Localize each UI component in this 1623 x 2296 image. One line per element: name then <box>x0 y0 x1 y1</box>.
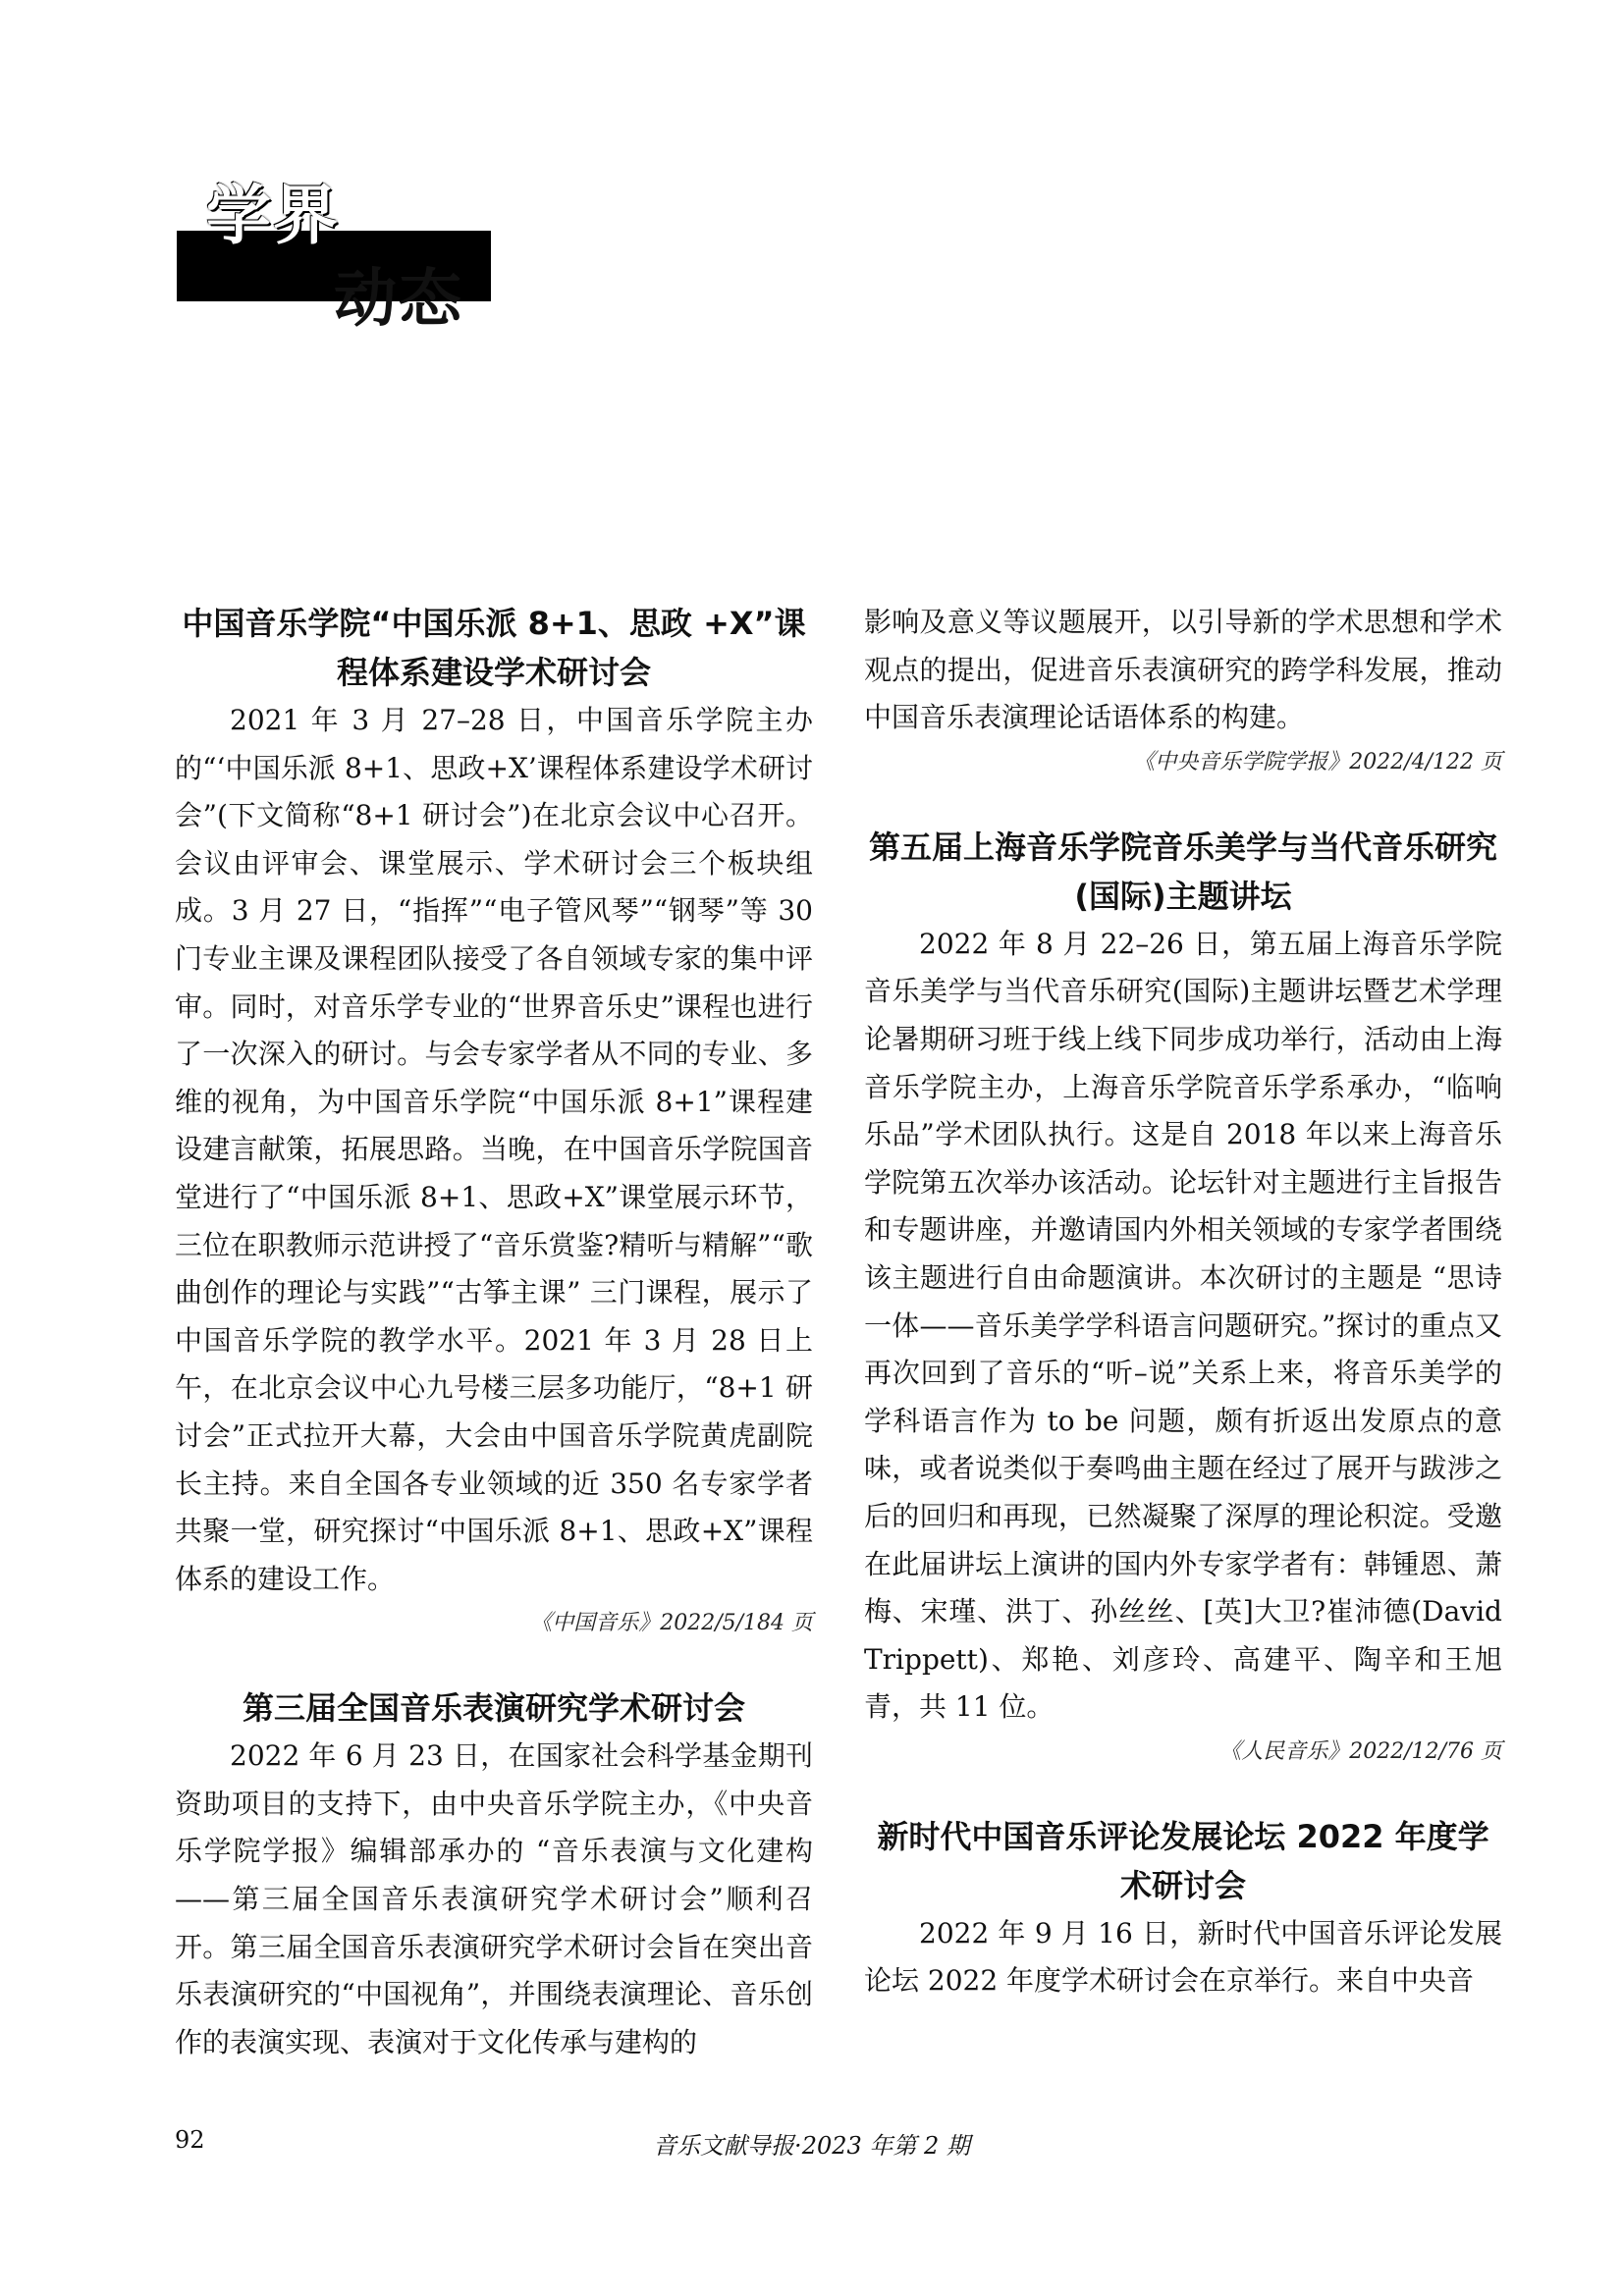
page-number: 92 <box>175 2126 205 2154</box>
left-column <box>175 599 813 2066</box>
section-title-line2: 动态 <box>334 263 463 336</box>
article-source: 《中央音乐学院学报》2022/4/122 页 <box>1133 749 1502 774</box>
article-body: 2021 年 3 月 27–28 日，中国音乐学院主办的“‘中国乐派 8+1、思政+X’课程体系建设学术研讨会”(下文简称“8+1 研讨会”)在北京会议中心召开。会议由评审会、课堂展示、学术研讨会三个板块组成。3 月 27 日，“指挥”“电子管风琴”“钢琴”等 30 门专业主课及课程团队接受了各自领域专家的集中评审。同时，对音乐学专业的“世界音乐史”课程也进行了一次深入的研讨。与会专家学者从不同的专业、多维的视角，为中国音乐学院“中国乐派 8+1”课程建设建言献策，拓展思路。当晚，在中国音乐学院国音堂进行了“中国乐派 8+1、思政+X”课堂展示环节，三位在职教师示范讲授了“音乐赏鉴?精听与精解”“歌曲创作的理论与实践”“古筝主课” 三门课程，展示了中国音乐学院的教学水平。2021 年 3 月 28 日上午，在北京会议中心九号楼三层多功能厅，“8+1 研讨会”正式拉开大幕，大会由中国音乐学院黄虎副院长主持。来自全国各专业领域的近 350 名专家学者共聚一堂，研究探讨“中国乐派 8+1、思政+X”课程体系的建设工作。 <box>175 704 813 1595</box>
article-title: 第五届上海音乐学院音乐美学与当代音乐研究(国际)主题讲坛 <box>868 828 1497 915</box>
article-body: 2022 年 8 月 22–26 日，第五届上海音乐学院音乐美学与当代音乐研究(国际)主题讲坛暨艺术学理论暑期研习班于线上线下同步成功举行，活动由上海音乐学院主办，上海音乐学院音乐学系承办，“临响乐品”学术团队执行。这是自 2018 年以来上海音乐学院第五次举办该活动。论坛针对主题进行主旨报告和专题讲座，并邀请国内外相关领域的专家学者围绕该主题进行自由命题演讲。本次研讨的主题是 “思诗一体——音乐美学学科语言问题研究。”探讨的重点又再次回到了音乐的“听–说”关系上来，将音乐美学的学科语言作为 to be 问题，颇有折返出发原点的意味，或者说类似于奏鸣曲主题在经过了展开与跋涉之后的回归和再现，已然凝聚了深厚的理论积淀。受邀在此届讲坛上演讲的国内外专家学者有：韩锺恩、萧梅、宋瑾、洪丁、孙丝丝、[英]大卫?崔沛德(David Trippett)、郑艳、刘彦玲、高建平、陶辛和王旭青，共 11 位。 <box>864 927 1502 1724</box>
section-logo <box>177 178 491 348</box>
article-body-continued: 影响及意义等议题展开，以引导新的学术思想和学术观点的提出，促进音乐表演研究的跨学科发展，推动中国音乐表演理论话语体系的构建。 <box>864 606 1502 734</box>
journal-footer: 音乐文献导报·2023 年第 2 期 <box>653 2132 970 2160</box>
article-body: 2022 年 9 月 16 日，新时代中国音乐评论发展论坛 2022 年度学术研讨会在京举行。来自中央音 <box>864 1916 1502 1998</box>
article-title: 中国音乐学院“中国乐派 8+1、思政 +X”课程体系建设学术研讨会 <box>182 605 806 691</box>
section-title-line1: 学界 <box>206 178 340 253</box>
article-body: 2022 年 6 月 23 日，在国家社会科学基金期刊资助项目的支持下，由中央音乐学院主办，《中央音乐学院学报》编辑部承办的 “音乐表演与文化建构——第三届全国音乐表演研究学术研讨会”顺利召开。第三届全国音乐表演研究学术研讨会旨在突出音乐表演研究的“中国视角”，并围绕表演理论、音乐创作的表演实现、表演对于文化传承与建构的 <box>175 1739 813 2058</box>
right-column <box>864 599 1502 2005</box>
article-source: 《人民音乐》2022/12/76 页 <box>1219 1738 1502 1764</box>
article-source: 《中国音乐》2022/5/184 页 <box>530 1611 813 1636</box>
article-title: 新时代中国音乐评论发展论坛 2022 年度学术研讨会 <box>877 1817 1489 1904</box>
article-title: 第三届全国音乐表演研究学术研讨会 <box>242 1689 745 1728</box>
